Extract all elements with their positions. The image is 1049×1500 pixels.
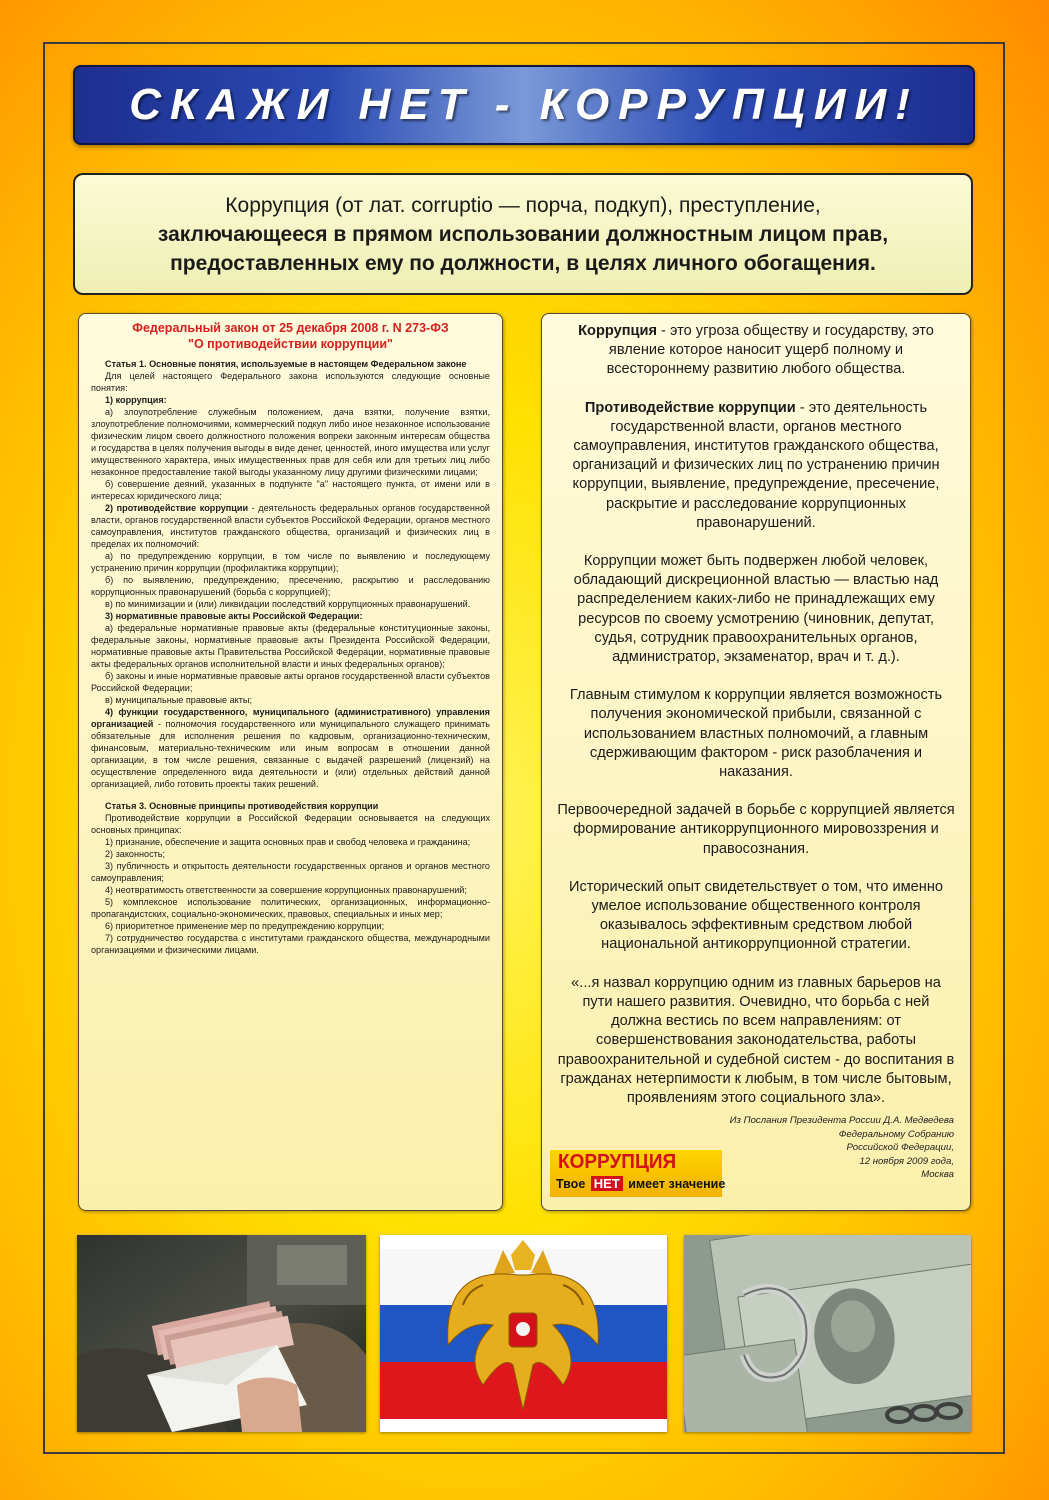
logo-title: КОРРУПЦИЯ bbox=[558, 1151, 677, 1173]
quote-source-line-4: 12 ноября 2009 года, bbox=[859, 1155, 954, 1167]
principle-2: 2) законность; bbox=[105, 849, 166, 859]
point-2-b: б) по выявлению, предупреждению, пресечению, раскрытию и расследованию коррупционных правонарушений (борьба с коррупцией); bbox=[91, 575, 490, 597]
info-text bbox=[556, 322, 956, 1108]
point-2-heading: 2) противодействие коррупции bbox=[105, 503, 249, 513]
point-3-c: в) муниципальные правовые акты; bbox=[105, 695, 252, 705]
article-3-intro: Противодействие коррупции в Российской Федерации основывается на следующих основных принципах: bbox=[91, 813, 490, 835]
law-text bbox=[91, 358, 490, 956]
law-title-line-2: "О противодействии коррупции" bbox=[188, 337, 393, 351]
point-2-a: а) по предупреждению коррупции, в том числе по выявлению и последующему устранению причин коррупции (профилактика коррупции); bbox=[91, 551, 490, 573]
quote-source-line-3: Российской Федерации, bbox=[846, 1142, 954, 1153]
point-2-c: в) по минимизации и (или) ликвидации последствий коррупционных правонарушений. bbox=[105, 599, 471, 609]
definition-line-3: предоставленных ему по должности, в целях личного обогащения. bbox=[170, 251, 876, 275]
info-counteraction-text: - это деятельность государственной власти, органов местного самоуправления, институтов гражданского общества, организаций и физических лиц по устранению причин коррупции, выявление, предупреждение, пресечение, раскрытие и расследование коррупционных правонарушений. bbox=[572, 399, 940, 531]
info-counteraction-term: Противодействие коррупции bbox=[584, 399, 796, 416]
photo-money-handcuffs bbox=[684, 1235, 971, 1432]
principle-4: 4) неотвратимость ответственности за совершение коррупционных правонарушений; bbox=[105, 885, 467, 895]
definition-text bbox=[158, 191, 888, 278]
logo-slogan-left: Твое bbox=[556, 1177, 586, 1191]
law-title-line-1: Федеральный закон от 25 декабря 2008 г. N 273-ФЗ bbox=[132, 321, 449, 335]
law-title bbox=[91, 320, 490, 352]
definition-box bbox=[73, 173, 973, 295]
law-panel bbox=[78, 313, 503, 1211]
point-1-a: а) злоупотребление служебным положением, дача взятки, получение взятки, злоупотребление полномочиями, коммерческий подкуп либо иное незаконное использование физическим лицом своего должностного положения вопреки законным интересам общества и государства в целях получения выгоды в виде денег, ценностей, иного имущества или услуг имущественного характера, иных имущественных прав для себя или для третьих лиц либо незаконное предоставление такой выгоды указанному лицу другими физическими лицами; bbox=[91, 407, 490, 477]
poster-title: СКАЖИ НЕТ - КОРРУПЦИИ! bbox=[129, 80, 919, 129]
info-corruption-text: - это угроза обществу и государству, это явление которое наносит ущерб полному и всестороннему развитию любого общества. bbox=[606, 323, 934, 378]
principle-1: 1) признание, обеспечение и защита основных прав и свобод человека и гражданина; bbox=[105, 837, 471, 847]
definition-line-1: Коррупция (от лат. corruptio — порча, подкуп), преступление, bbox=[225, 193, 821, 217]
president-quote: «...я назвал коррупцию одним из главных барьеров на пути нашего развития. Очевидно, что борьба с ней должна вестись по всем направлениям: от совершенствования законодательства, работы правоохранительной и судебной систем - до воспитания в гражданах нетерпимости к любым, в том числе бытовым, проявлениям этого социального зла». bbox=[557, 974, 955, 1106]
info-stimulus: Главным стимулом к коррупции является возможность получения экономической прибыли, связанной с использованием властных полномочий, а главным сдерживающим фактором - риск разоблачения и наказания. bbox=[569, 687, 943, 781]
article-3-heading: Статья 3. Основные принципы противодействия коррупции bbox=[105, 801, 379, 811]
info-counteraction bbox=[556, 399, 956, 533]
photo-russian-flag bbox=[380, 1235, 667, 1432]
logo-slogan bbox=[556, 1176, 725, 1191]
principle-5: 5) комплексное использование политических, организационных, информационно-пропагандистских, социально-экономических, правовых, специальных и иных мер; bbox=[91, 897, 490, 919]
info-history: Исторический опыт свидетельствует о том, что именно умелое использование общественного контроля оказывалось эффективным средством любой национальной антикоррупционной стратегии. bbox=[568, 878, 943, 953]
point-1-b: б) совершение деяний, указанных в подпункте "а" настоящего пункта, от имени или в интересах юридического лица; bbox=[91, 479, 490, 501]
point-3-b: б) законы и иные нормативные правовые акты органов государственной власти субъектов Российской Федерации; bbox=[91, 671, 490, 693]
point-4-heading: 4) функции государственного, муниципального (административного) управления организацией bbox=[91, 707, 490, 729]
point-2-text: - деятельность федеральных органов государственной власти, органов государственной власти субъектов Российской Федерации, органов местного самоуправления, институтов гражданского общества, организаций и физических лиц в пределах их полномочий: bbox=[91, 503, 490, 549]
principle-6: 6) приоритетное применение мер по предупреждению коррупции; bbox=[105, 921, 385, 931]
principle-3: 3) публичность и открытость деятельности государственных органов и органов местного самоуправления; bbox=[91, 861, 490, 883]
info-corruption-term: Коррупция bbox=[578, 323, 657, 339]
quote-source-line-1: Из Послания Президента России Д.А. Медведева bbox=[729, 1115, 954, 1126]
quote-source bbox=[714, 1114, 954, 1182]
point-1-heading: 1) коррупция: bbox=[105, 395, 167, 405]
point-3-a: а) федеральные нормативные правовые акты (федеральные конституционные законы, федеральные законы, нормативные правовые акты Президента Российской Федерации, нормативные правовые акты Правительства Российской Федерации, нормативные правовые акты федеральных органов исполнительной власти и иных федеральных органов); bbox=[91, 623, 490, 669]
info-susceptible: Коррупции может быть подвержен любой человек, обладающий дискреционной властью — властью над распределением каких-либо не принадлежащих ему ресурсов по своему усмотрению (чиновник, депутат, судья, сотрудник правоохранительных органов, администратор, экзаменатор, врач и т. д.). bbox=[573, 553, 939, 666]
info-priority: Первоочередной задачей в борьбе с коррупцией является формирование антикоррупционного мировоззрения и правосознания. bbox=[557, 802, 955, 857]
photo-bribe-envelope bbox=[77, 1235, 366, 1432]
info-corruption bbox=[556, 322, 956, 380]
logo-net-badge: НЕТ bbox=[591, 1176, 623, 1191]
article-1-heading: Статья 1. Основные понятия, используемые в настоящем Федеральном законе bbox=[105, 359, 467, 369]
info-panel bbox=[541, 313, 971, 1211]
point-3-heading: 3) нормативные правовые акты Российской Федерации: bbox=[105, 611, 363, 621]
quote-source-line-5: Москва bbox=[921, 1169, 954, 1180]
point-4-text: - полномочия государственного или муниципального служащего принимать обязательные для исполнения решения по кадровым, организационно-техническим, финансовым, материально-техническим или иным вопросам в отношении данной организации, в том числе решения, связанные с выдачей разрешений (лицензий) на осуществление определенного вида деятельности и (или) отдельных действий данной организацией, либо готовить проекты таких решений. bbox=[91, 719, 490, 789]
principle-7: 7) сотрудничество государства с институтами гражданского общества, международными организациями и физическими лицами. bbox=[91, 933, 490, 955]
logo-slogan-right: имеет значение bbox=[628, 1177, 726, 1191]
title-banner bbox=[73, 65, 975, 145]
definition-line-2: заключающееся в прямом использовании должностным лицом прав, bbox=[157, 222, 889, 246]
anti-corruption-logo bbox=[550, 1150, 726, 1197]
article-1-intro: Для целей настоящего Федерального закона используются следующие основные понятия: bbox=[91, 371, 490, 393]
quote-source-line-2: Федеральному Собранию bbox=[838, 1128, 954, 1140]
